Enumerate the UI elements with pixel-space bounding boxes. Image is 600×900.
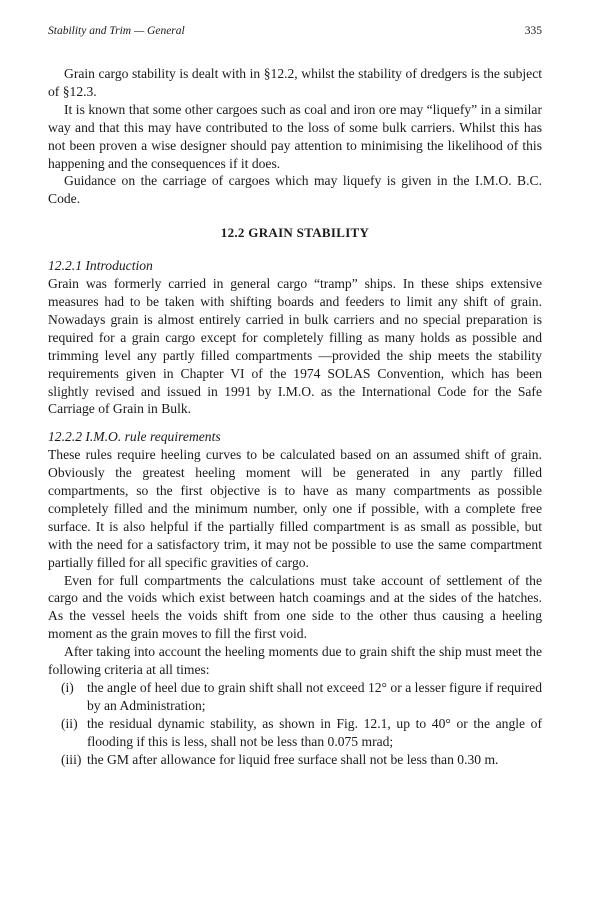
- intro-paragraph: It is known that some other cargoes such as coal and iron ore may “liquefy” in a similar way and that this may have contributed to the loss of some bulk carriers. Whilst this has not been proven a wise designer should pay attention to minimising the likelihood of this happening and the consequences if it does.: [48, 101, 542, 171]
- criteria-list: [48, 679, 542, 769]
- body-paragraph: Grain was formerly carried in general cargo “tramp” ships. In these ships extensive measures had to be taken with shifting boards and feeders to limit any shift of grain. Nowadays grain is almost entirely carried in bulk carriers and no special preparation is required for a grain cargo except for completely filling as many holds as possible and trimming level any partly filled compartments —provided the ship meets the stability requirements given in Chapter VI of the 1974 SOLAS Convention, which has been slightly revised and issued in 1991 by I.M.O. as the International Code for the Safe Carriage of Grain in Bulk.: [48, 276, 542, 417]
- intro-paragraph: Grain cargo stability is dealt with in §12.2, whilst the stability of dredgers is the subject of §12.3.: [48, 66, 542, 99]
- criteria-item: [48, 679, 542, 715]
- criteria-item: [48, 751, 542, 769]
- criteria-text: the angle of heel due to grain shift shall not exceed 12° or a lesser figure if required by an Administration;: [87, 680, 542, 713]
- criteria-marker: (ii): [61, 715, 78, 731]
- criteria-item: [48, 715, 542, 751]
- criteria-marker: (iii): [61, 751, 82, 767]
- criteria-text: the GM after allowance for liquid free surface shall not be less than 0.30 m.: [87, 751, 499, 767]
- body-paragraph: Even for full compartments the calculations must take account of settlement of the cargo and the voids which exist between hatch coamings and at the sides of the hatches. As the vessel heels the voids shift from one side to the other thus causing a heeling moment as the grain moves to fill the first void.: [48, 572, 542, 642]
- criteria-text: the residual dynamic stability, as shown in Fig. 12.1, up to 40° or the angle of flooding if this is less, shall not be less than 0.075 mrad;: [87, 715, 542, 749]
- running-head: [48, 23, 542, 39]
- page-number: 335: [524, 25, 542, 37]
- body-paragraph: These rules require heeling curves to be calculated based on an assumed shift of grain. Obviously the greatest heeling moment will be generated in any partly filled compartments, so the first objective is to have as many compartments as possible completely filled and the minimum number, only one if possible, with a complete free surface. It is also helpful if the partially filled compartment is as small as possible, but with the need for a satisfactory trim, it may not be possible to use the same compartment partially filled for all specific gravities of cargo.: [48, 447, 542, 570]
- page-body: [48, 65, 542, 769]
- body-paragraph: After taking into account the heeling moments due to grain shift the ship must meet the following criteria at all times:: [48, 644, 542, 678]
- subsection-heading-imo-rules: 12.2.2 I.M.O. rule requirements: [48, 429, 221, 445]
- subsection-heading-introduction: 12.2.1 Introduction: [48, 258, 153, 274]
- section-heading: 12.2 GRAIN STABILITY: [220, 225, 370, 241]
- criteria-marker: (i): [61, 680, 74, 695]
- intro-paragraph: Guidance on the carriage of cargoes which may liquefy is given in the I.M.O. B.C. Code.: [48, 173, 542, 207]
- running-title: Stability and Trim — General: [48, 25, 185, 37]
